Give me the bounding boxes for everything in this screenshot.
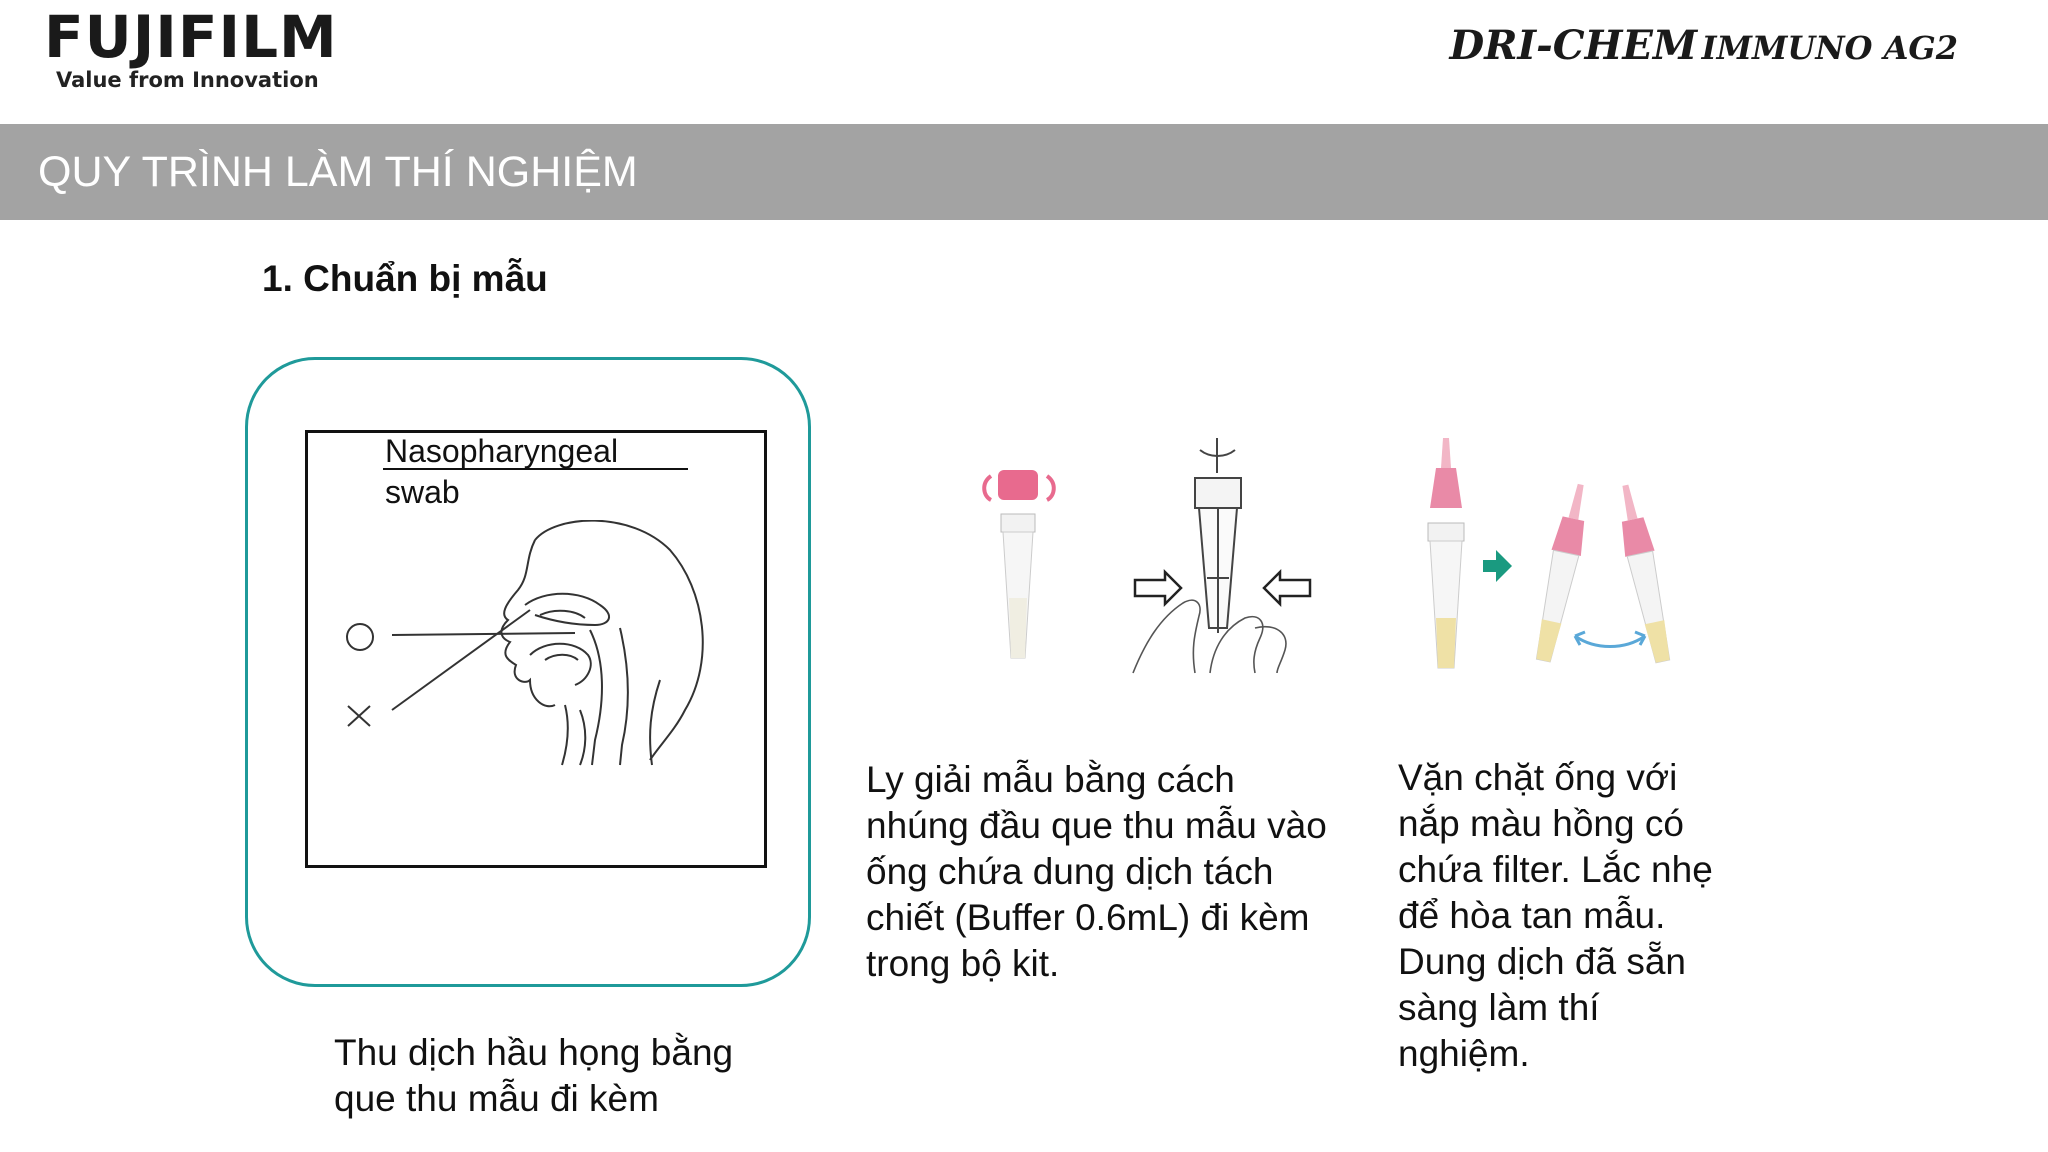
sample-tube-icon xyxy=(1428,523,1464,668)
brand-logo-text: FUJIFILM xyxy=(44,3,338,71)
swab-correct-line xyxy=(392,633,575,635)
dri-chem-logo xyxy=(1450,22,1959,69)
assembled-tube-left-icon xyxy=(1529,481,1596,663)
head-profile-illustration xyxy=(330,520,730,770)
rotate-right-icon xyxy=(1047,476,1054,500)
diagram-label-line1: Nasopharyngeal xyxy=(385,433,619,469)
head-outline xyxy=(535,521,703,760)
pink-cap-icon xyxy=(998,470,1038,500)
buffer-tube-icon xyxy=(1001,514,1035,658)
product-logo-sub: IMMUNO AG2 xyxy=(1701,29,1958,67)
label-underline xyxy=(383,468,688,470)
next-arrow-icon xyxy=(1483,550,1512,582)
lysis-illustration xyxy=(955,428,1325,678)
section-title: 1. Chuẩn bị mẫu xyxy=(262,258,548,299)
banner-title: QUY TRÌNH LÀM THÍ NGHIỆM xyxy=(38,148,638,196)
step3-caption: Vặn chặt ống với nắp màu hồng có chứa filter. Lắc nhẹ để hòa tan mẫu. Dung dịch đã sẵn sàng làm thí nghiệm. xyxy=(1398,757,1713,1074)
fujifilm-logo xyxy=(44,3,338,92)
wrong-mark-icon xyxy=(348,706,370,726)
diagram-label-line2: swab xyxy=(385,474,460,510)
filter-cap-icon xyxy=(1430,438,1462,508)
swab-in-tube-icon xyxy=(1195,438,1241,633)
shake-arrow-icon xyxy=(1575,632,1645,647)
filter-cap-illustration xyxy=(1410,428,1690,678)
brand-tagline: Value from Innovation xyxy=(56,68,319,92)
correct-mark-icon xyxy=(347,624,373,650)
rotate-left-icon xyxy=(984,476,991,500)
step1-caption: Thu dịch hầu họng bằng que thu mẫu đi kèm xyxy=(334,1032,734,1119)
product-logo-main: DRI-CHEM xyxy=(1449,22,1698,69)
step2-caption: Ly giải mẫu bằng cách nhúng đầu que thu mẫu vào ống chứa dung dịch tách chiết (Buffer 0.6mL) đi kèm trong bộ kit. xyxy=(866,759,1327,984)
